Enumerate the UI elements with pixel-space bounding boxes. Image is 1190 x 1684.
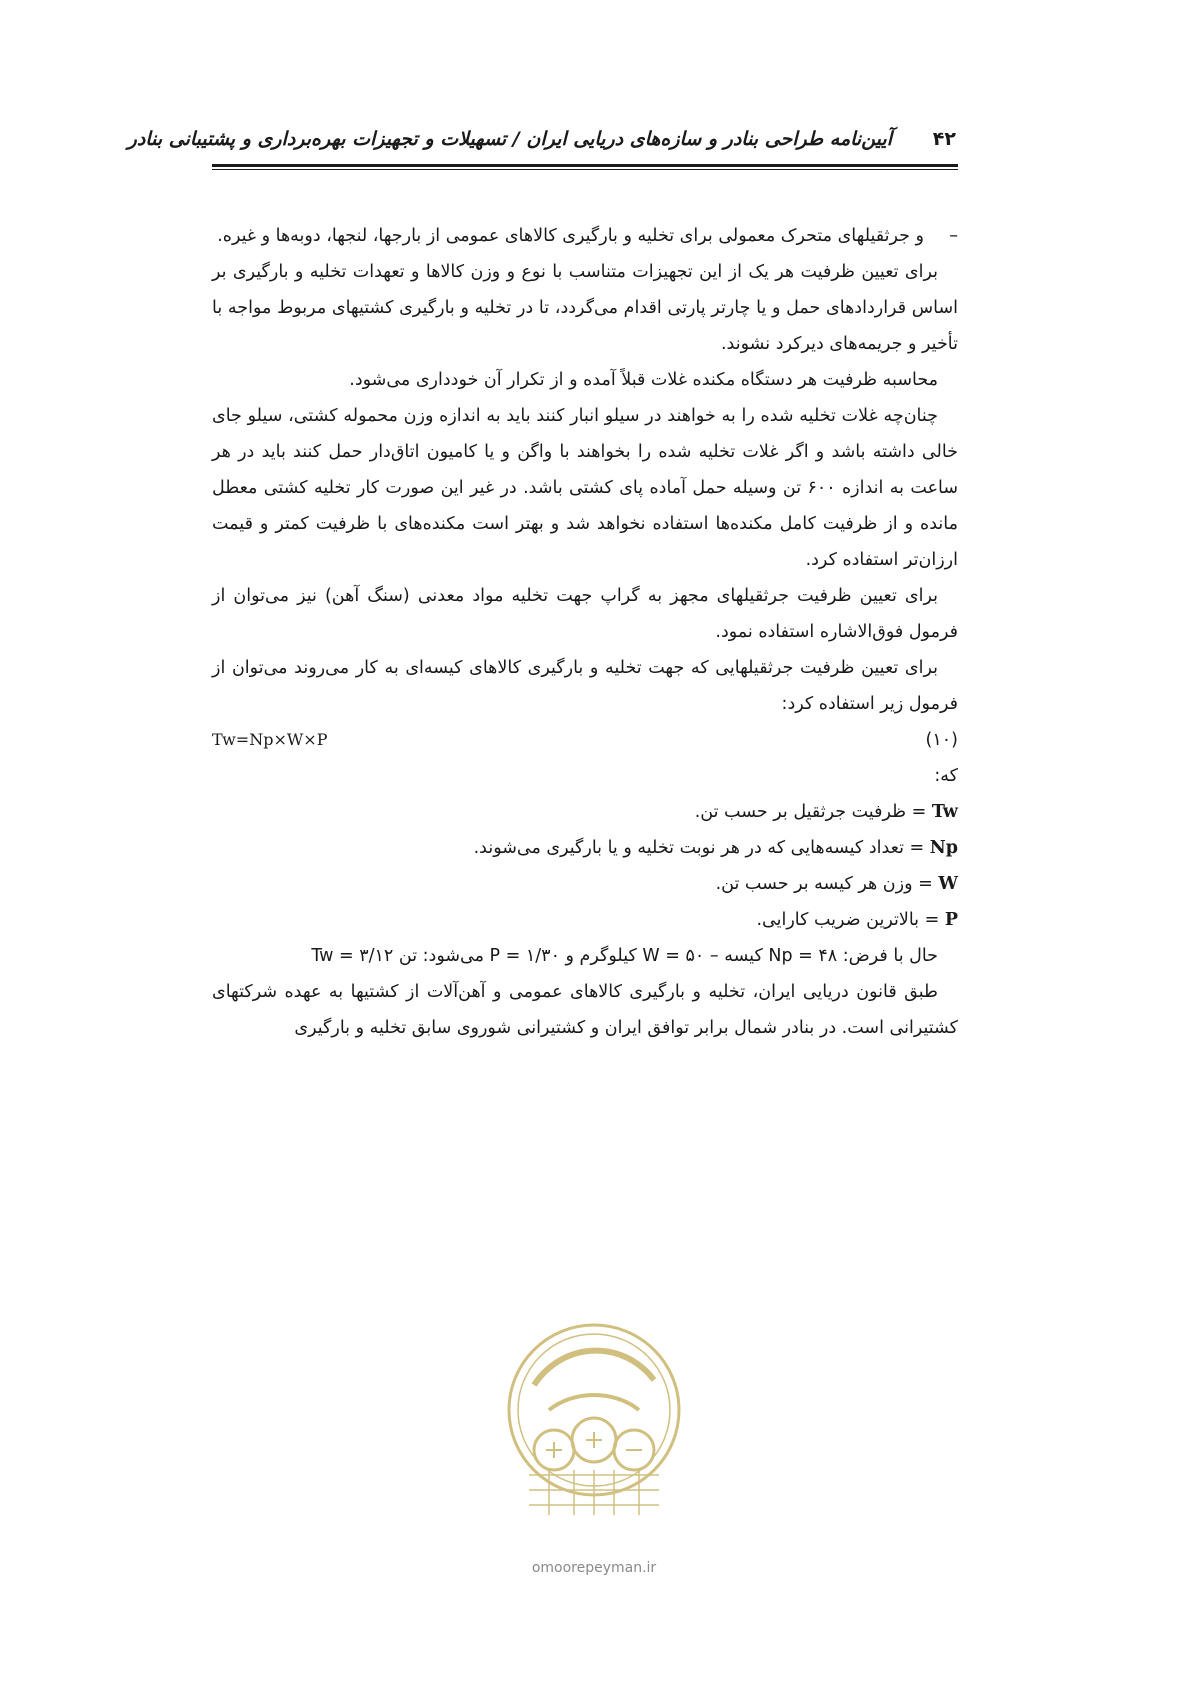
definition-np: [212, 830, 958, 866]
omoorepeyman-logo-icon: [494, 1300, 694, 1580]
symbol: W: [938, 874, 958, 894]
paragraph-2: محاسبه ظرفیت هر دستگاه مکنده غلات قبلاً آمده و از تکرار آن خودداری می‌شود.: [349, 370, 938, 390]
definition-text: = ظرفیت جرثقیل بر حسب تن.: [694, 802, 932, 822]
definition-text: = وزن هر کیسه بر حسب تن.: [715, 874, 939, 894]
paragraph-6: طبق قانون دریایی ایران، تخلیه و بارگیری کالاهای عمومی و آهن‌آلات از کشتیها به عهده شرکتهای کشتیرانی است. در بنادر شمال برابر توافق ایران و کشتیرانی شوروی سابق تخلیه و بارگیری: [212, 982, 958, 1038]
symbol: Tw: [931, 802, 958, 822]
paragraph-3: چنان‌چه غلات تخلیه شده را به خواهند در سیلو انبار کنند باید به اندازه وزن محموله کشتی، سیلو جای خالی داشته باشد و اگر غلات تخلیه شده را بخواهند با واگن و یا کامیون اتاق‌دار حمل کنند باید در هر ساعت به اندازه ۶۰۰ تن وسیله حمل آماده پای کشتی باشد. در غیر این صورت کار تخلیه کشتی معطل مانده و از ظرفیت کامل مکنده‌ها استفاده نخواهد شد و بهتر است مکنده‌های با ظرفیت کمتر و قیمت ارزان‌تر استفاده کرد.: [212, 406, 959, 570]
running-title: آیین‌نامه طراحی بنادر و سازه‌های دریایی ایران / تسهیلات و تجهیزات بهره‌برداری و پشتیبانی بنادر: [127, 128, 892, 150]
definition-w: [212, 866, 958, 902]
header-rule-thick: [212, 164, 958, 167]
body-text: [212, 218, 958, 1046]
definition-tw: [212, 794, 958, 830]
formula-line: [212, 722, 958, 758]
page-header: [127, 128, 956, 168]
page-number: ۴۲: [932, 128, 956, 150]
bullet-text: و جرثقیلهای متحرک معمولی برای تخلیه و بارگیری کالاهای عمومی از بارجها، لنجها، دوبه‌ها و غیره.: [217, 226, 924, 246]
bullet-item: [212, 218, 958, 254]
symbol: Np: [929, 838, 958, 858]
watermark-url: omoorepeyman.ir: [531, 1560, 657, 1576]
symbol: P: [944, 910, 958, 930]
paragraph-1: برای تعیین ظرفیت هر یک از این تجهیزات متناسب با نوع و وزن کالاها و تعهدات تخلیه و بارگیری بر اساس قراردادهای حمل و یا چارتر پارتی اقدام می‌گردد، تا در تخلیه و بارگیری کشتیهای مربوط مواجه با تأخیر و جریمه‌های دیرکرد نشوند.: [212, 262, 958, 354]
where-label: که:: [934, 766, 958, 786]
paragraph-5: برای تعیین ظرفیت جرثقیلهایی که جهت تخلیه و بارگیری کالاهای کیسه‌ای به کار می‌روند می‌توان از فرمول زیر استفاده کرد:: [212, 658, 958, 714]
definition-text: = تعداد کیسه‌هایی که در هر نوبت تخلیه و یا بارگیری می‌شوند.: [473, 838, 930, 858]
bullet-dash: –: [949, 226, 958, 246]
definition-p: [212, 902, 958, 938]
definition-text: = بالاترین ضریب کارایی.: [756, 910, 945, 930]
example-line: حال با فرض: Np = ۴۸ کیسه – W = ۵۰ کیلوگرم و P = ۱/۳۰ می‌شود: تن Tw = ۳/۱۲: [311, 946, 938, 966]
paragraph-4: برای تعیین ظرفیت جرثقیلهای مجهز به گراپ جهت تخلیه مواد معدنی (سنگ آهن) نیز می‌توان از فرمول فوق‌الاشاره استفاده نمود.: [212, 586, 958, 642]
formula: Tw=Np×W×P: [212, 730, 328, 749]
formula-number: (۱۰): [925, 730, 958, 750]
header-rule-thin: [212, 169, 958, 170]
